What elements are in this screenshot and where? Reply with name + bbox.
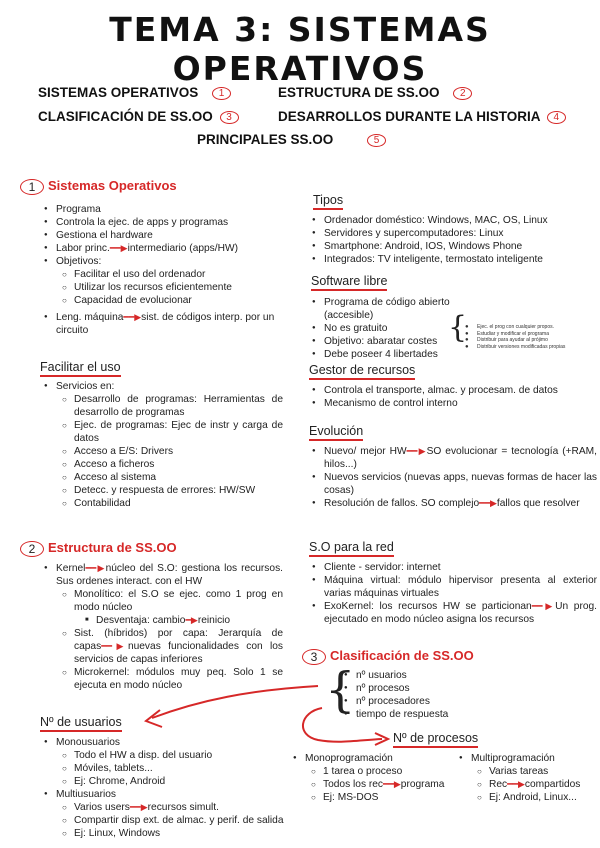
red-heading: S.O para la red xyxy=(309,540,394,557)
arrow-icon: ━▶ xyxy=(185,615,198,625)
item-text: núcleo del S.O: gestiona los recursos. Sus ordenes interact. con el HW xyxy=(56,563,283,587)
list-item: ● Distribuir para ayudar al prójimo xyxy=(464,337,594,344)
list-item: ● Debe poseer 4 libertades xyxy=(311,348,471,361)
item-text: ExoKernel: los recursos HW se particionan xyxy=(324,601,532,612)
list-item: ○ Ejec. de programas: Ejec de instr y carga de datos xyxy=(62,419,283,445)
list-item: ● Ejec. el prog con cualquier propos. xyxy=(464,324,594,331)
arrow-icon: ━━▶ xyxy=(101,641,128,651)
list-item: ○ Ej: MS-DOS xyxy=(311,791,457,804)
toc-number: 2 xyxy=(453,87,472,100)
section-title: Sistemas Operativos xyxy=(48,178,177,193)
item-text: fallos que resolver xyxy=(496,498,580,509)
list-item: ● nº procesos xyxy=(343,682,493,695)
list-item: ○ Acceso a ficheros xyxy=(62,458,283,471)
arrow-head-usuarios xyxy=(146,710,162,727)
item-text: programa xyxy=(400,779,445,790)
list-item: ● Programa de código abierto (accesible) xyxy=(311,296,471,322)
item-text: Multiprogramación xyxy=(471,753,555,764)
arrow-icon: ━━▶ xyxy=(129,802,148,812)
arrow-icon: ━━▶ xyxy=(109,243,128,253)
list-item: ● Cliente - servidor: internet xyxy=(311,561,597,574)
item-text: nuevas funcionalidades con los servicios de capas inferiores xyxy=(74,641,283,665)
list-item: ○ Móviles, tablets... xyxy=(62,762,303,775)
item-text: Objetivos: xyxy=(56,256,102,267)
item-text: Desventaja: cambio xyxy=(96,615,186,626)
item-text: Sist. (híbridos) por capa: Jerarquía de capas xyxy=(74,628,283,652)
item-text: Kernel xyxy=(56,563,86,574)
evolucion-heading: Evolución xyxy=(309,424,363,441)
arrow-icon: ━━▶ xyxy=(123,312,142,322)
toc-number: 3 xyxy=(220,111,239,124)
list-item: ● Integrados: TV inteligente, termostato inteligente xyxy=(311,253,596,266)
toc-label: ESTRUCTURA DE SS.OO xyxy=(278,85,440,100)
list-item: ● Objetivo: abaratar costes xyxy=(311,335,471,348)
section-title: Estructura de SS.OO xyxy=(48,540,177,555)
list-item: ○ Ej: Linux, Windows xyxy=(62,827,303,840)
arrow-to-usuarios xyxy=(152,686,318,718)
item-text: Un prog. ejecutado en modo núcleo asigna los recursos xyxy=(324,601,597,625)
list-item: ● nº procesadores xyxy=(343,695,493,708)
item-text: Monousuarios xyxy=(56,737,120,748)
list-item: ○ Acceso a E/S: Drivers xyxy=(62,445,283,458)
software-libre-heading: Software libre xyxy=(311,274,387,291)
item-text: recursos simult. xyxy=(147,802,219,813)
section-number: 1 xyxy=(20,179,44,195)
list-item: ○ Detecc. y respuesta de errores: HW/SW xyxy=(62,484,283,497)
item-text: Servicios en: xyxy=(56,381,115,392)
list-item: ○ Todo el HW a disp. del usuario xyxy=(62,749,303,762)
item-text: Labor princ. xyxy=(56,243,110,254)
procesos-heading: Nº de procesos xyxy=(393,731,478,748)
brace-icon: { xyxy=(448,310,468,345)
list-item: ● nº usuarios xyxy=(343,669,493,682)
list-item: ● Nuevos servicios (nuevas apps, nuevas formas de hacer las cosas) xyxy=(311,471,597,497)
section-number: 3 xyxy=(302,649,326,665)
arrow-icon: ━━▶ xyxy=(85,563,106,573)
list-item: ● Estudiar y modificar el programa xyxy=(464,331,594,338)
gestor-heading: Gestor de recursos xyxy=(309,363,415,380)
facilitar-heading: Facilitar el uso xyxy=(40,360,121,377)
list-item: ● Controla el transporte, almac. y procesam. de datos xyxy=(311,384,596,397)
item-text: Todos los rec xyxy=(323,779,384,790)
item-text: SO evolucionar = tecnología (+RAM, hilos...) xyxy=(324,446,598,470)
page-title: TEMA 3: SISTEMAS OPERATIVOS xyxy=(109,10,491,88)
toc-number: 1 xyxy=(212,87,231,100)
list-item xyxy=(477,778,598,791)
list-item: ○ Contabilidad xyxy=(62,497,283,510)
list-item: ○ Ej: Android, Linux... xyxy=(477,791,598,804)
list-item: ● Mecanismo de control interno xyxy=(311,397,596,410)
list-item: ● Ordenador doméstico: Windows, MAC, OS, Linux xyxy=(311,214,596,227)
list-item xyxy=(43,736,303,788)
list-item: ○ Varias tareas xyxy=(477,765,598,778)
toc-number: 5 xyxy=(367,134,386,147)
arrow-icon: ━━▶ xyxy=(383,779,401,789)
usuarios-heading: Nº de usuarios xyxy=(40,715,122,732)
item-text: Nuevo/ mejor HW xyxy=(324,446,407,457)
item-text: Leng. máquina xyxy=(56,312,124,323)
item-text: Rec xyxy=(489,779,508,790)
item-text: Multiusuarios xyxy=(56,789,117,800)
list-item xyxy=(62,801,303,814)
item-text: Resolución de fallos. SO complejo xyxy=(324,498,480,509)
item-text: Monoprogramación xyxy=(305,753,393,764)
toc-label: PRINCIPALES SS.OO xyxy=(197,132,334,147)
brace-icon: { xyxy=(325,662,356,718)
list-item: ● tiempo de respuesta xyxy=(343,708,493,721)
item-text: reinicio xyxy=(197,615,231,626)
section-number: 2 xyxy=(20,541,44,557)
list-item: ● Smartphone: Android, IOS, Windows Phone xyxy=(311,240,596,253)
procesos-multi-list xyxy=(458,752,598,804)
item-text: sist. de códigos interp. por un circuito xyxy=(56,312,275,336)
list-item: ○ Ej: Chrome, Android xyxy=(62,775,303,788)
arrow-to-procesos xyxy=(303,708,382,742)
toc-label: SISTEMAS OPERATIVOS xyxy=(38,85,199,100)
arrow-icon: ━━▶ xyxy=(507,779,525,789)
tipos-heading: Tipos xyxy=(313,193,343,210)
arrow-icon: ━━▶ xyxy=(406,446,427,456)
list-item: ● Gestiona el hardware xyxy=(43,229,293,242)
list-item xyxy=(458,752,598,804)
arrow-icon: ━━▶ xyxy=(531,601,556,611)
list-item: ● No es gratuito xyxy=(311,322,471,335)
list-item: ○ Acceso al sistema xyxy=(62,471,283,484)
list-item: ● Máquina virtual: módulo hipervisor presenta al exterior varias máquinas virtuales xyxy=(311,574,597,600)
toc-label: DESARROLLOS DURANTE LA HISTORIA xyxy=(278,109,541,124)
list-item xyxy=(292,752,457,804)
list-item: ○ Facilitar el uso del ordenador xyxy=(62,268,293,281)
list-item: ○ 1 tarea o proceso xyxy=(311,765,457,778)
list-item: ○ Microkernel: módulos muy peq. Solo 1 se ejecuta en modo núcleo xyxy=(62,666,283,692)
list-item: ○ Desarrollo de programas: Herramientas de desarrollo de programas xyxy=(62,393,283,419)
item-text: Varios users xyxy=(74,802,130,813)
list-item: ○ Compartir disp ext. de almac. y perif. de salida xyxy=(62,814,303,827)
procesos-mono-list xyxy=(292,752,457,804)
arrow-icon: ━━▶ xyxy=(479,498,497,508)
item-text: intermediario (apps/HW) xyxy=(127,243,238,254)
list-item: ● Controla la ejec. de apps y programas xyxy=(43,216,293,229)
list-item: ● Distribuir versiones modificadas propias xyxy=(464,344,594,351)
list-item xyxy=(311,778,457,791)
section-title: Clasificación de SS.OO xyxy=(330,648,474,663)
item-text: Monolítico: el S.O se ejec. como 1 prog en modo núcleo xyxy=(74,589,283,613)
toc-number: 4 xyxy=(547,111,566,124)
list-item: ○ Utilizar los recursos eficientemente xyxy=(62,281,293,294)
item-text: compartidos xyxy=(524,779,581,790)
toc-label: CLASIFICACIÓN DE SS.OO xyxy=(38,109,213,124)
list-item xyxy=(43,788,303,840)
list-item: ● Servidores y supercomputadores: Linux xyxy=(311,227,596,240)
list-item: ○ Capacidad de evolucionar xyxy=(62,294,293,307)
usuarios-list xyxy=(43,736,303,840)
list-item: ● Programa xyxy=(43,203,293,216)
